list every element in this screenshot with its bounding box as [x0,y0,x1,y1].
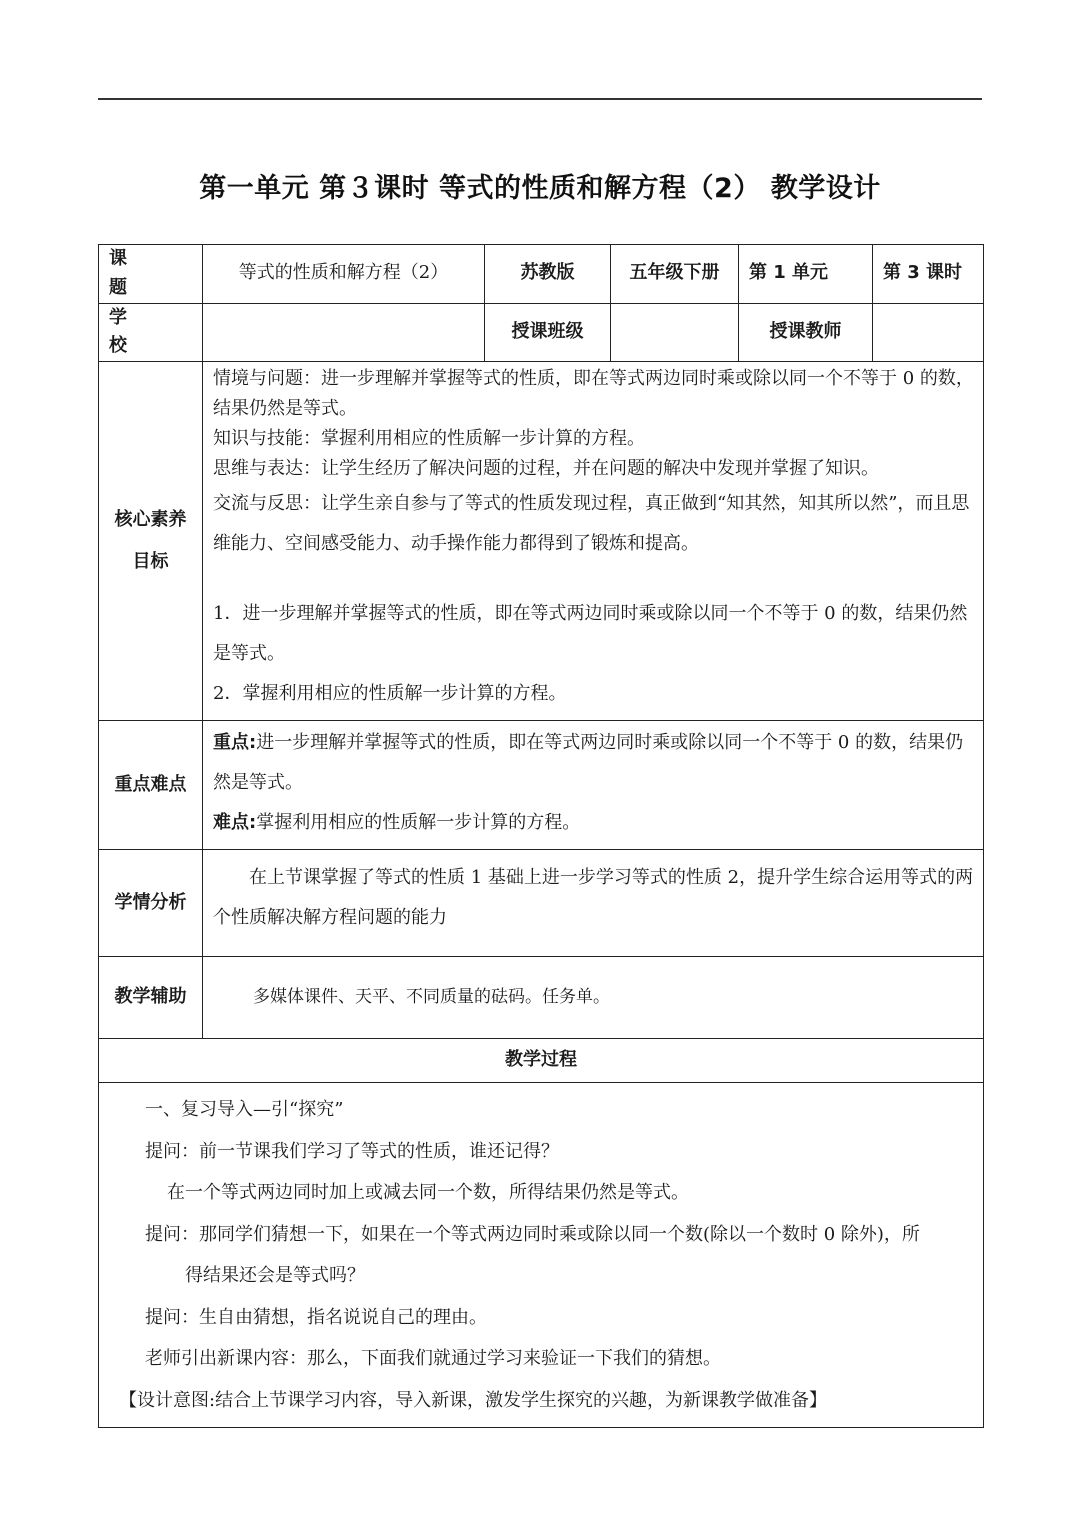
difficulty-point [213,803,975,843]
objective-2: 2．掌握利用相应的性质解一步计算的方程。 [213,683,567,705]
goals-label-line2: 目标 [132,551,169,573]
aids-row [99,957,984,1039]
teacher-value [873,303,984,362]
process-content [99,1083,984,1428]
lesson-cell: 第 3 课时 [873,245,984,304]
lesson-plan-table [98,244,984,1428]
process-line-2: 提问：前一节课我们学习了等式的性质，谁还记得？ [145,1140,559,1162]
key-points-label: 重点难点 [99,721,203,850]
info-row-1 [99,245,984,304]
design-intent: 【设计意图:结合上节课学习内容，导入新课，激发学生探究的兴趣，为新课教学做准备】 [119,1389,828,1411]
goals-content [203,362,984,721]
process-line-1: 一、复习导入—引“探究” [145,1099,344,1121]
process-row [99,1083,984,1428]
process-line-5: 得结果还会是等式吗？ [185,1265,365,1287]
process-line-3: 在一个等式两边同时加上或减去同一个数，所得结果仍然是等式。 [167,1182,689,1204]
goals-row [99,362,984,721]
focus-text: 进一步理解并掌握等式的性质，即在等式两边同时乘或除以同一个不等于 0 的数，结果仍然是等式。 [213,732,964,794]
difficulty-label: 难点: [213,812,257,834]
class-label: 授课班级 [485,303,611,362]
analysis-row [99,850,984,957]
grade-cell: 五年级下册 [611,245,739,304]
teacher-label: 授课教师 [739,303,873,362]
difficulty-text: 掌握利用相应的性质解一步计算的方程。 [256,812,581,834]
header-rule [98,98,982,100]
process-line-6: 提问：生自由猜想，指名说说自己的理由。 [145,1306,487,1328]
info-row-2 [99,303,984,362]
document-title: 第一单元 第３课时 等式的性质和解方程（2） 教学设计 [199,173,881,204]
process-line-7: 老师引出新课内容：那么，下面我们就通过学习来验证一下我们的猜想。 [145,1348,721,1370]
topic-label: 课 题 [99,245,203,304]
school-value [203,303,485,362]
publisher-cell: 苏教版 [485,245,611,304]
key-points-row [99,721,984,850]
school-label: 学 校 [99,303,203,362]
topic-value: 等式的性质和解方程（2） [203,245,485,304]
aids-label: 教学辅助 [99,957,203,1039]
class-value [611,303,739,362]
goals-label [99,362,203,721]
process-header: 教学过程 [99,1039,984,1083]
unit-cell: 第 1 单元 [739,245,873,304]
goal-thinking: 思维与表达：让学生经历了解决问题的过程，并在问题的解决中发现并掌握了知识。 [213,458,879,480]
objective-1: 1．进一步理解并掌握等式的性质，即在等式两边同时乘或除以同一个不等于 0 的数，结果仍然是等式。 [213,603,968,665]
focus-label: 重点: [213,732,257,754]
process-header-row [99,1039,984,1083]
aids-text: 多媒体课件、天平、不同质量的砝码。任务单。 [203,957,984,1039]
goal-situation: 情境与问题：进一步理解并掌握等式的性质，即在等式两边同时乘或除以同一个不等于 0 的数，结果仍然是等式。 [213,368,974,420]
analysis-label: 学情分析 [99,850,203,957]
analysis-text: 在上节课掌握了等式的性质 1 基础上进一步学习等式的性质 2，提升学生综合运用等式的两个性质解决解方程问题的能力 [213,867,974,929]
analysis-content [203,850,984,957]
goal-knowledge: 知识与技能：掌握利用相应的性质解一步计算的方程。 [213,428,645,450]
focus-point [213,723,975,803]
goals-label-line1: 核心素养 [114,509,187,531]
key-points-content [203,721,984,850]
goal-reflection: 交流与反思：让学生亲自参与了等式的性质发现过程，真正做到“知其然，知其所以然”，而且思维能力、空间感受能力、动手操作能力都得到了锻炼和提高。 [213,493,970,555]
process-line-4: 提问：那同学们猜想一下，如果在一个等式两边同时乘或除以同一个数(除以一个数时 0 除外)，所 [145,1223,920,1245]
